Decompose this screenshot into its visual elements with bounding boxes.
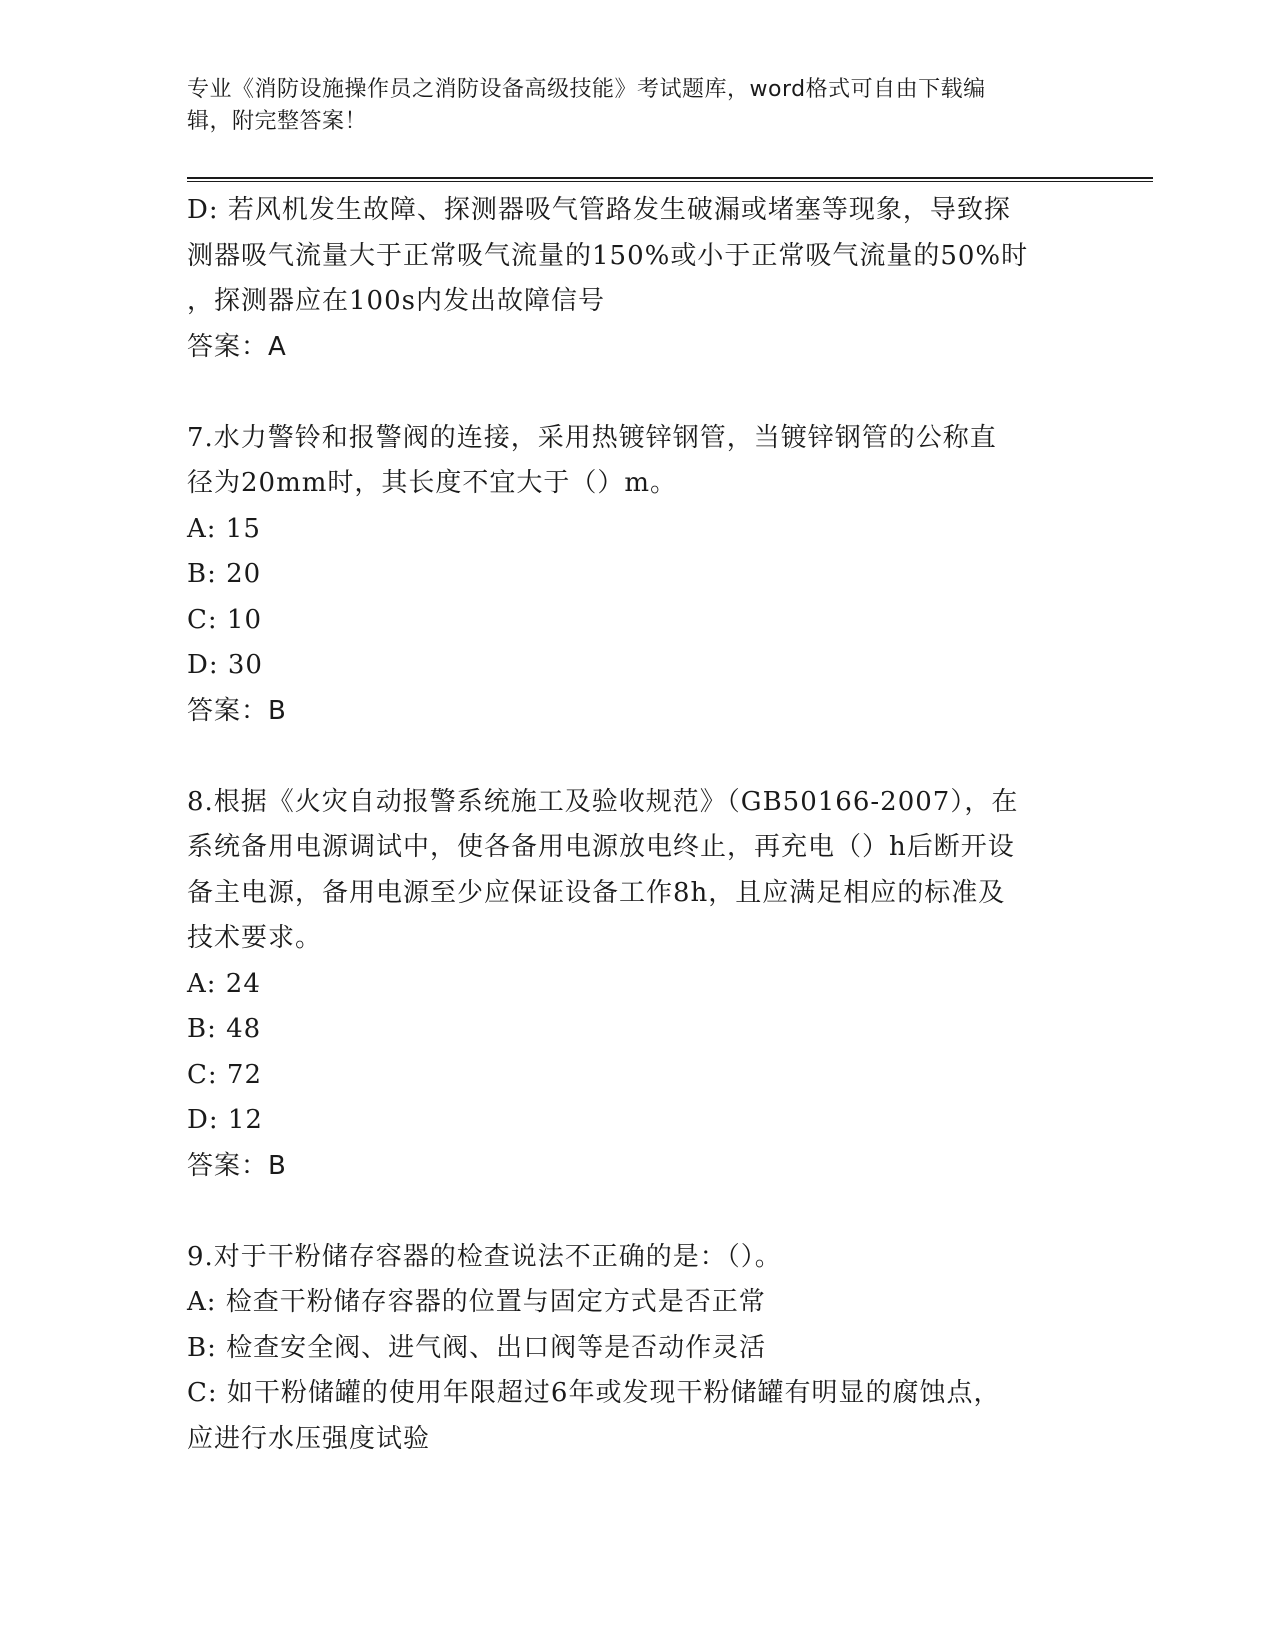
header-line-2: 辑，附完整答案！	[187, 109, 368, 134]
document-body	[187, 188, 1087, 1462]
q8-option-a: A: 24	[187, 968, 261, 999]
q8-option-d: D: 12	[187, 1105, 263, 1135]
spacer	[187, 370, 1087, 416]
question-7	[187, 416, 1087, 735]
q6-option-d-line-2: 测器吸气流量大于正常吸气流量的150%或小于正常吸气流量的50%时	[187, 240, 1029, 271]
q9-option-c-line-1: C: 如干粉储罐的使用年限超过6年或发现干粉储罐有明显的腐蚀点，	[187, 1378, 1001, 1408]
q7-option-d: D: 30	[187, 650, 263, 680]
q8-stem-line-2: 系统备用电源调试中，使各备用电源放电终止，再充电（）h后断开设	[187, 832, 1015, 862]
q9-option-b: B: 检查安全阀、进气阀、出口阀等是否动作灵活	[187, 1332, 767, 1363]
q7-option-b: B: 20	[187, 559, 262, 589]
q8-answer: 答案：B	[187, 1150, 287, 1181]
q7-option-a: A: 15	[187, 513, 261, 544]
spacer	[187, 1189, 1087, 1235]
q7-answer: 答案：B	[187, 695, 287, 726]
header-divider	[187, 177, 1153, 182]
q8-stem-line-4: 技术要求。	[187, 923, 323, 953]
q6-answer: 答案：A	[187, 331, 287, 362]
question-8	[187, 780, 1087, 1190]
q8-option-c: C: 72	[187, 1059, 263, 1090]
q7-stem-line-1: 7.水力警铃和报警阀的连接，采用热镀锌钢管，当镀锌钢管的公称直	[187, 422, 997, 453]
q7-stem-line-2: 径为20mm时，其长度不宜大于（）m。	[187, 468, 678, 498]
q6-option-d-line-1: D: 若风机发生故障、探测器吸气管路发生破漏或堵塞等现象，导致探	[187, 195, 1011, 225]
spacer	[187, 734, 1087, 780]
question-6-tail	[187, 188, 1087, 370]
q9-stem-line-1: 9.对于干粉储存容器的检查说法不正确的是：（）。	[187, 1241, 782, 1272]
question-9	[187, 1235, 1087, 1463]
q7-option-c: C: 10	[187, 604, 263, 635]
q9-option-c-line-2: 应进行水压强度试验	[187, 1423, 431, 1454]
q8-stem-line-3: 备主电源，备用电源至少应保证设备工作8h，且应满足相应的标准及	[187, 877, 1006, 908]
q9-option-a: A: 检查干粉储存容器的位置与固定方式是否正常	[187, 1287, 766, 1317]
q6-option-d-line-3: ，探测器应在100s内发出故障信号	[187, 286, 605, 316]
page-header	[187, 74, 1067, 138]
q8-stem-line-1: 8.根据《火灾自动报警系统施工及验收规范》（GB50166-2007），在	[187, 786, 1019, 817]
header-line-1: 专业《消防设施操作员之消防设备高级技能》考试题库，word格式可自由下载编	[187, 77, 986, 102]
q8-option-b: B: 48	[187, 1014, 262, 1044]
